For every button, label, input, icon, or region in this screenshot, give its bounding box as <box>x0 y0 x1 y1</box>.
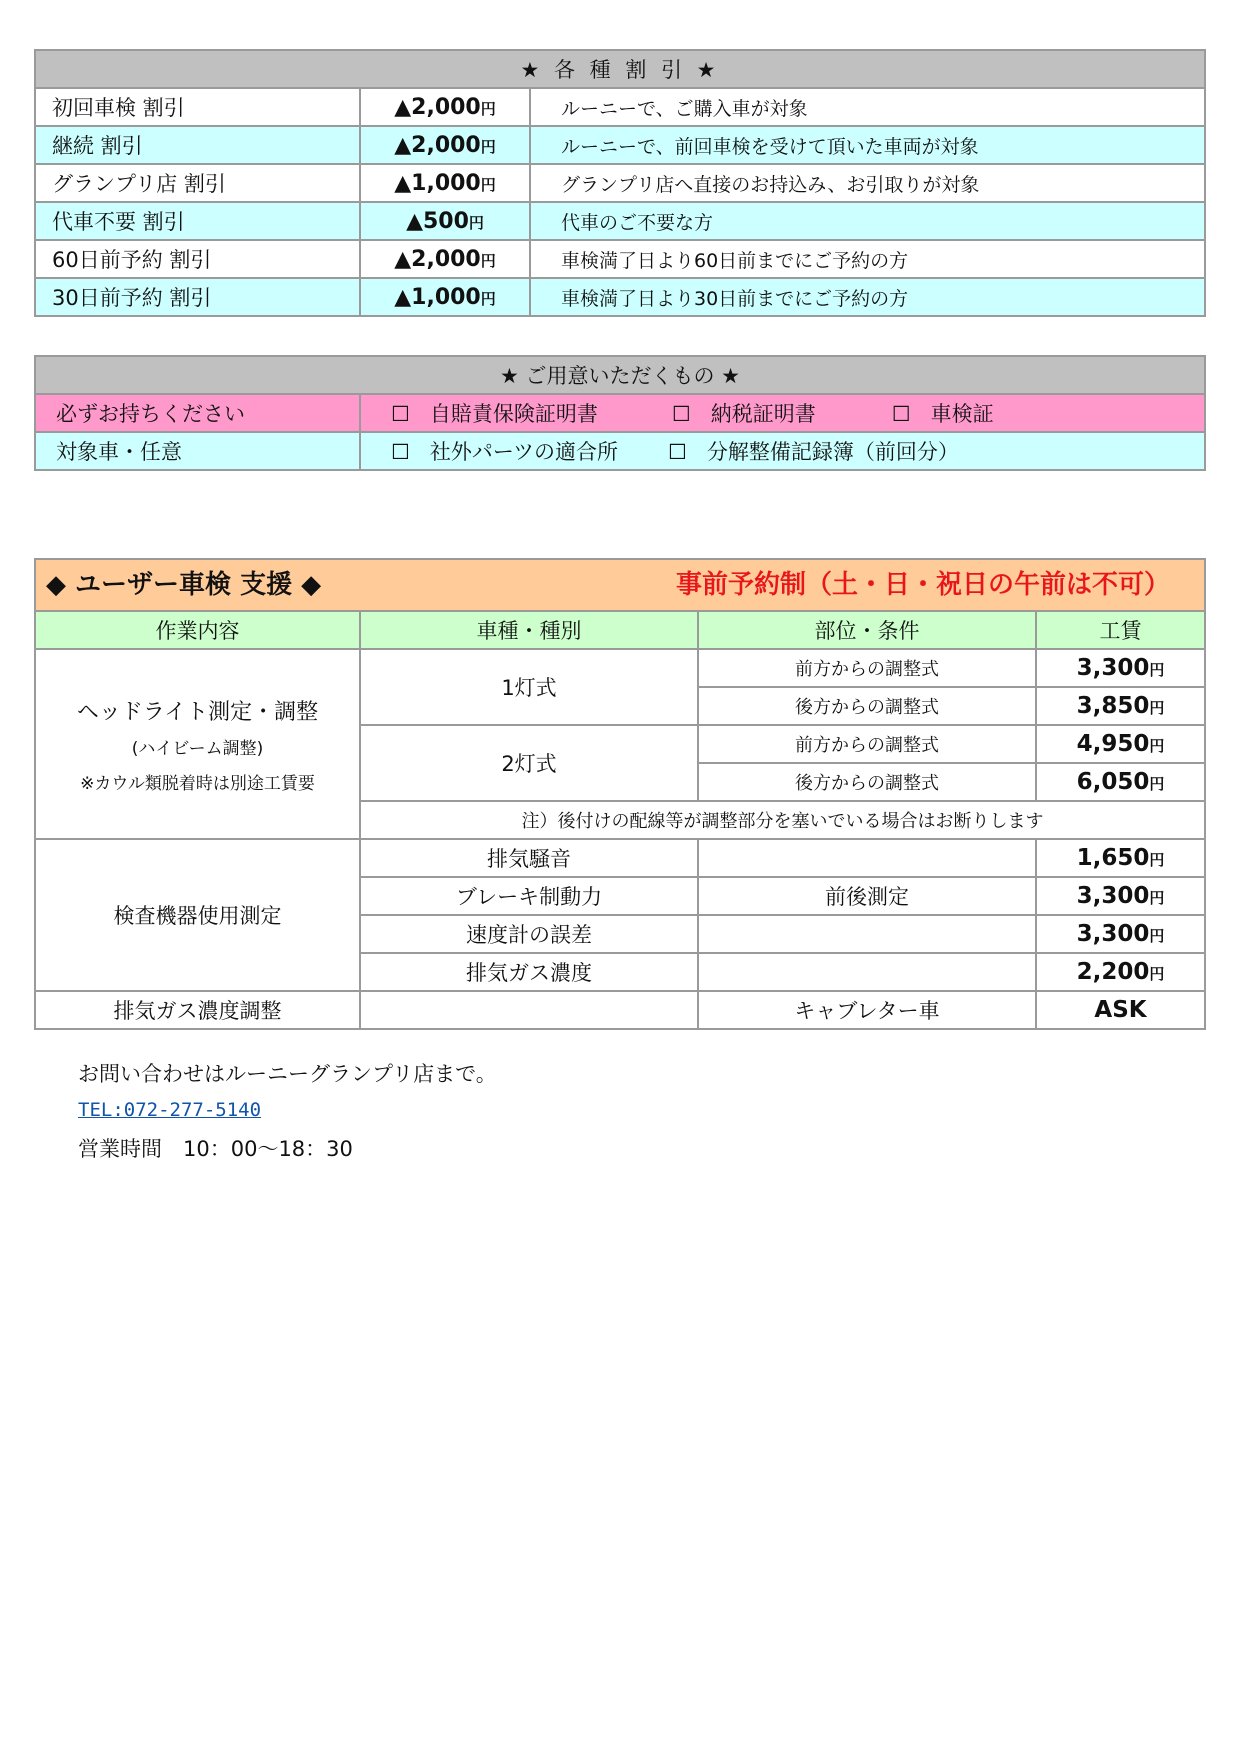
table-row <box>35 432 1205 470</box>
condition-cell: キャブレター車 <box>698 991 1036 1029</box>
phone-link[interactable]: TEL:072-277-5140 <box>78 1099 262 1121</box>
discount-desc: ルーニーで、前回車検を受けて頂いた車両が対象 <box>530 126 1205 164</box>
price-cell: 3,300円 <box>1036 649 1205 687</box>
exhaust-adjust-name: 排気ガス濃度調整 <box>35 991 360 1029</box>
items-header: ★ ご用意いただくもの ★ <box>35 356 1205 394</box>
optional-label: 対象車・任意 <box>35 432 360 470</box>
discount-amount: ▲2,000円 <box>360 126 530 164</box>
column-header-row <box>35 611 1205 649</box>
discount-amount: ▲2,000円 <box>360 240 530 278</box>
reservation-notice: 事前予約制（土・日・祝日の午前は不可） <box>675 570 1170 600</box>
required-label: 必ずお持ちください <box>35 394 360 432</box>
discount-desc: 代車のご不要な方 <box>530 202 1205 240</box>
optional-item: 分解整備記録簿（前回分） <box>706 440 959 464</box>
checkbox-icon: ☐ <box>391 402 410 426</box>
discount-name: 代車不要 割引 <box>35 202 360 240</box>
inspection-name: 検査機器使用測定 <box>35 839 360 991</box>
column-header: 工賃 <box>1036 611 1205 649</box>
required-item: 自賠責保険証明書 <box>429 402 598 426</box>
condition-cell: 後方からの調整式 <box>698 687 1036 725</box>
column-header: 車種・種別 <box>360 611 698 649</box>
inspection-item: ブレーキ制動力 <box>360 877 698 915</box>
table-row <box>35 649 1205 687</box>
support-title: ◆ ユーザー車検 支援 ◆ <box>46 570 322 600</box>
optional-list <box>360 432 1205 470</box>
support-title-bar <box>35 559 1205 611</box>
price-cell: ASK <box>1036 991 1205 1029</box>
headlight-sub: (ハイビーム調整) <box>131 738 264 759</box>
checkbox-icon: ☐ <box>891 402 911 426</box>
checkbox-icon: ☐ <box>668 440 687 464</box>
condition-cell <box>698 953 1036 991</box>
discount-desc: グランプリ店へ直接のお持込み、お引取りが対象 <box>530 164 1205 202</box>
headlight-type: 1灯式 <box>360 649 698 725</box>
checkbox-icon: ☐ <box>671 402 691 426</box>
column-header: 部位・条件 <box>698 611 1036 649</box>
inquiry-text: お問い合わせはルーニーグランプリ店まで。 <box>78 1062 497 1086</box>
discount-amount: ▲500円 <box>360 202 530 240</box>
discount-name: 継続 割引 <box>35 126 360 164</box>
price-cell: 4,950円 <box>1036 725 1205 763</box>
discount-desc: 車検満了日より30日前までにご予約の方 <box>530 278 1205 316</box>
table-row <box>35 88 1205 126</box>
condition-cell: 後方からの調整式 <box>698 763 1036 801</box>
discount-desc: 車検満了日より60日前までにご予約の方 <box>530 240 1205 278</box>
discount-amount: ▲1,000円 <box>360 164 530 202</box>
headlight-type: 2灯式 <box>360 725 698 801</box>
table-row <box>35 202 1205 240</box>
discount-amount: ▲2,000円 <box>360 88 530 126</box>
exhaust-adjust-type <box>360 991 698 1029</box>
price-cell: 6,050円 <box>1036 763 1205 801</box>
discount-amount: ▲1,000円 <box>360 278 530 316</box>
items-table <box>34 355 1206 471</box>
business-hours: 営業時間 10：00～18：30 <box>78 1137 353 1161</box>
discount-header: ★ 各 種 割 引 ★ <box>35 50 1205 88</box>
discount-desc: ルーニーで、ご購入車が対象 <box>530 88 1205 126</box>
condition-cell: 前方からの調整式 <box>698 725 1036 763</box>
discount-name: グランプリ店 割引 <box>35 164 360 202</box>
column-header: 作業内容 <box>35 611 360 649</box>
table-row <box>35 126 1205 164</box>
optional-item: 社外パーツの適合所 <box>429 440 619 464</box>
support-table <box>34 558 1206 1030</box>
headlight-note: ※カウル類脱着時は別途工賃要 <box>80 773 315 794</box>
headlight-cell <box>35 649 360 839</box>
inspection-item: 速度計の誤差 <box>360 915 698 953</box>
price-cell: 3,300円 <box>1036 915 1205 953</box>
table-row <box>35 394 1205 432</box>
condition-cell: 前方からの調整式 <box>698 649 1036 687</box>
discount-name: 初回車検 割引 <box>35 88 360 126</box>
required-item: 納税証明書 <box>710 402 816 426</box>
price-cell: 1,650円 <box>1036 839 1205 877</box>
price-cell: 2,200円 <box>1036 953 1205 991</box>
discount-name: 30日前予約 割引 <box>35 278 360 316</box>
condition-cell <box>698 839 1036 877</box>
condition-cell: 前後測定 <box>698 877 1036 915</box>
required-list <box>360 394 1205 432</box>
inspection-item: 排気騒音 <box>360 839 698 877</box>
discount-table <box>34 49 1206 317</box>
table-row <box>35 991 1205 1029</box>
table-row <box>35 240 1205 278</box>
checkbox-icon: ☐ <box>391 440 410 464</box>
table-row <box>35 164 1205 202</box>
table-row <box>35 839 1205 877</box>
required-item: 車検証 <box>930 402 994 426</box>
discount-name: 60日前予約 割引 <box>35 240 360 278</box>
price-cell: 3,850円 <box>1036 687 1205 725</box>
price-cell: 3,300円 <box>1036 877 1205 915</box>
headlight-disclaimer: 注）後付けの配線等が調整部分を塞いでいる場合はお断りします <box>360 801 1205 839</box>
table-row <box>35 278 1205 316</box>
condition-cell <box>698 915 1036 953</box>
inspection-item: 排気ガス濃度 <box>360 953 698 991</box>
headlight-name: ヘッドライト測定・調整 <box>76 699 319 725</box>
